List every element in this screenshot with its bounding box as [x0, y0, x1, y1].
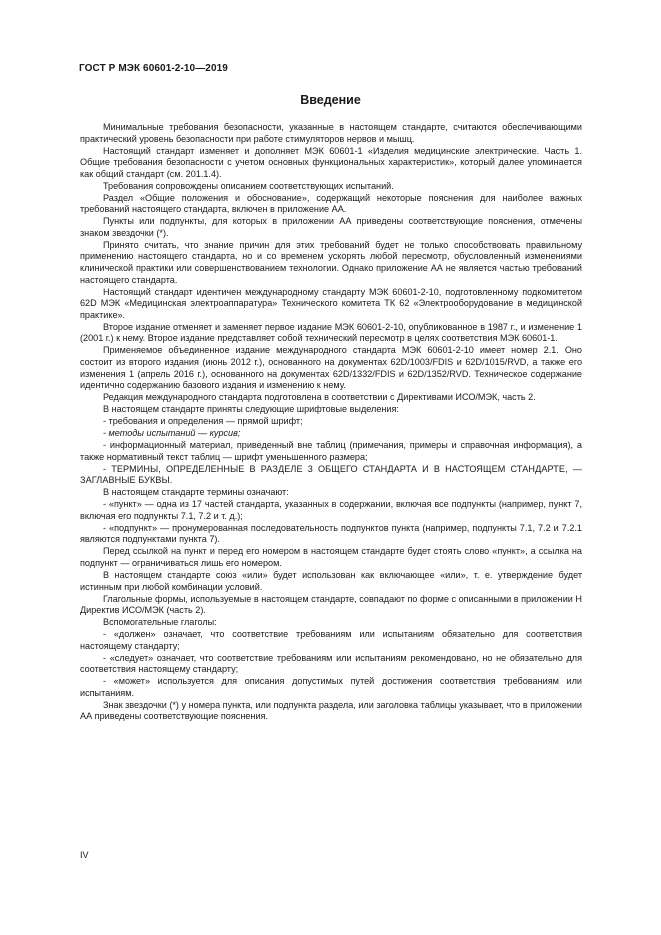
paragraph: - информационный материал, приведенный вне таблиц (примечания, примеры и справочная информация), а также нормативный текст таблиц — шрифт уменьшенного размера; — [80, 440, 582, 462]
paragraph: Второе издание отменяет и заменяет первое издание МЭК 60601-2-10, опубликованное в 1987 г., и изменение 1 (2001 г.) к нему. Второе издание представляет собой технический пересмотр в целях соответствия МЭК 60601-1. — [80, 321, 582, 344]
paragraph: Глагольные формы, используемые в настоящем стандарте, совпадают по форме с описанными в приложении Н Директив ИСО/МЭК (часть 2). — [80, 593, 582, 616]
paragraph: - «может» используется для описания допустимых путей достижения соответствия требованиям или испытаниям. — [80, 676, 582, 698]
paragraph: Вспомогательные глаголы: — [103, 617, 217, 628]
paragraph: Перед ссылкой на пункт и перед его номером в настоящем стандарте будет стоять слово «пункт», а ссылка на подпункт — ограничиваться лишь его номером. — [80, 546, 582, 568]
paragraph: - «пункт» — одна из 17 частей стандарта, указанных в содержании, включая все подпункты (например, пункт 7, включая его подпункты 7.1, 7.2 и т. д.); — [80, 499, 582, 521]
section-title: Введение — [300, 93, 361, 107]
paragraph: Требования сопровождены описанием соответствующих испытаний. — [103, 180, 394, 191]
paragraph: - «должен» означает, что соответствие требованиям или испытаниям обязательно для соответствия настоящему стандарту; — [80, 629, 582, 651]
paragraph: - требования и определения — прямой шрифт; — [103, 416, 303, 427]
paragraph: В настоящем стандарте термины означают: — [103, 487, 289, 498]
page-number: IV — [80, 850, 89, 860]
paragraph: Настоящий стандарт изменяет и дополняет МЭК 60601-1 «Изделия медицинские электрические. Часть 1. Общие требования безопасности с учетом основных функциональных характеристик», который далее упоминается как общий стандарт (см. 201.1.4). — [80, 145, 582, 179]
paragraph: В настоящем стандарте приняты следующие шрифтовые выделения: — [103, 404, 399, 415]
paragraph: Настоящий стандарт идентичен международному стандарту МЭК 60601-2-10, подготовленному подкомитетом 62D МЭК «Медицинская электроаппаратура» Технического комитета ТК 62 «Электрооборудование в медицинской практике». — [80, 286, 582, 320]
document-header: ГОСТ Р МЭК 60601-2-10—2019 — [79, 63, 228, 74]
paragraph: - ТЕРМИНЫ, ОПРЕДЕЛЕННЫЕ В РАЗДЕЛЕ 3 ОБЩЕГО СТАНДАРТА И В НАСТОЯЩЕМ СТАНДАРТЕ, — ЗАГЛАВНЫЕ БУКВЫ. — [80, 463, 582, 486]
document-body — [80, 122, 582, 723]
paragraph: Знак звездочки (*) у номера пункта, или подпункта раздела, или заголовка таблицы указывает, что в приложении АА приведены соответствующие пояснения. — [80, 699, 582, 722]
paragraph: Принято считать, что знание причин для этих требований будет не только способствовать правильному применению настоящего стандарта, но и со временем ускорять любой пересмотр, обусловленный изменениями клинической практики или совершенствованием технологии. Однако приложение АА не является частью требований настоящего стандарта. — [80, 239, 582, 285]
paragraph: Минимальные требования безопасности, указанные в настоящем стандарте, считаются обеспечивающими практический уровень безопасности при работе стимуляторов нервов и мышц. — [80, 122, 582, 144]
paragraph: - методы испытаний — курсив; — [103, 428, 241, 439]
paragraph: Пункты или подпункты, для которых в приложении АА приведены соответствующие пояснения, отмечены знаком звездочки (*). — [80, 216, 582, 238]
paragraph: В настоящем стандарте союз «или» будет использован как включающее «или», т. е. утверждение будет истинным при любой комбинации условий. — [80, 569, 582, 592]
paragraph: Применяемое объединенное издание международного стандарта МЭК 60601-2-10 имеет номер 2.1. Оно состоит из второго издания (июнь 2012 г.), основанного на документах 62D/1003/FDIS и 62D/1015/RVD, а также его изменения 1 (апрель 2016 г.), основанного на документах 62D/1332/FDIS и 62D/1352/RVD. Техническое содержание идентично содержанию базового издания и изменению к нему. — [80, 345, 582, 391]
paragraph: - «следует» означает, что соответствие требованиям или испытаниям рекомендовано, но не обязательно для соответствия настоящему стандарту; — [80, 652, 582, 675]
paragraph: Раздел «Общие положения и обоснование», содержащий некоторые пояснения для наиболее важных требований настоящего стандарта, включен в приложение АА. — [80, 192, 582, 215]
paragraph: - «подпункт» — пронумерованная последовательность подпунктов пункта (например, подпункты 7.1, 7.2 и 7.2.1 являются подпунктами пункта 7). — [80, 522, 582, 545]
paragraph: Редакция международного стандарта подготовлена в соответствии с Директивами ИСО/МЭК, часть 2. — [103, 392, 536, 403]
